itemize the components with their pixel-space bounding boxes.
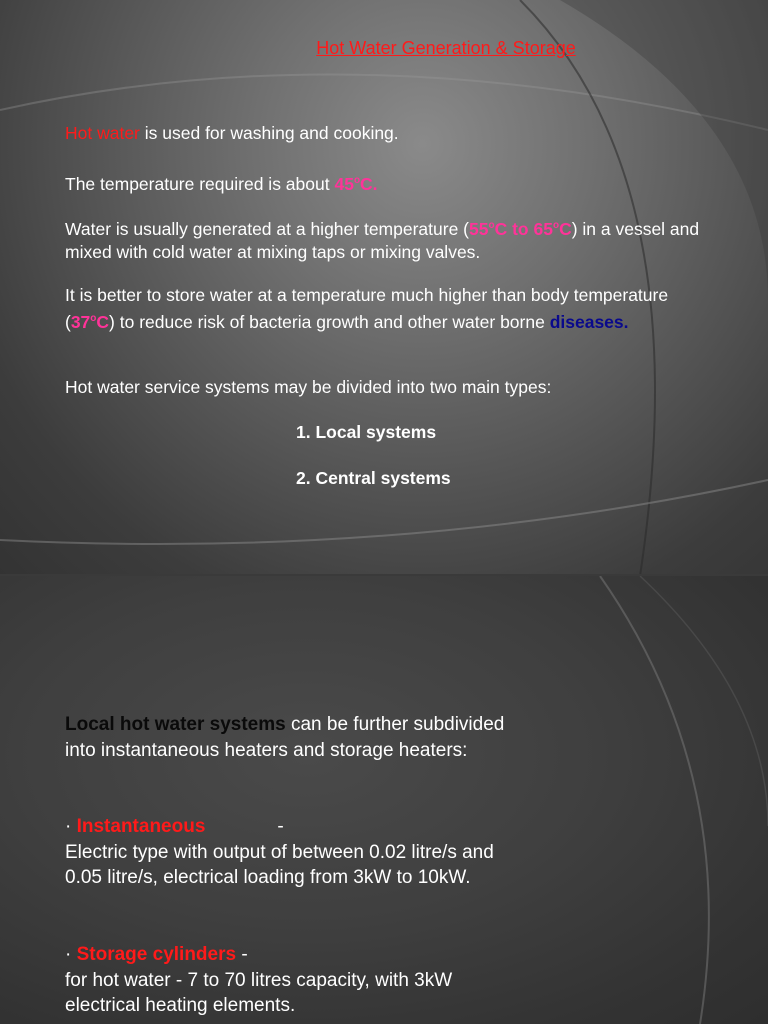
required-temperature-paragraph [65,169,715,196]
hot-water-highlight: Hot water [65,123,140,143]
storage-text-start: It is better to store water at a temperature much higher than body temperature ( [65,285,669,332]
storage-cylinders-description: for hot water - 7 to 70 litres capacity, with 3kW electrical heating elements. [65,969,453,1016]
list-item-central-systems: 2. Central systems [296,468,451,488]
required-temperature-value: 45$^o$C. [334,173,378,194]
storage-cylinders-heading: · Storage cylinders - [65,944,248,965]
storage-cylinders-item [65,942,525,1019]
slide-local-hot-water-systems [0,576,768,1024]
diseases-highlight: diseases. [549,311,629,332]
generation-temperature-paragraph [65,214,715,264]
instantaneous-label: Instantaneous [76,816,206,837]
system-types-intro: Hot water service systems may be divided into two main types: [65,377,552,397]
instantaneous-item [65,814,525,891]
storage-temperature-paragraph [65,284,715,334]
generation-text-start: Water is usually generated at a higher temperature ( [65,218,470,239]
instantaneous-description: Electric type with output of between 0.02 litre/s and 0.05 litre/s, electrical loading from 3kW to 10kW. [65,841,494,888]
generation-text-end: ) in a vessel and mixed with cold water at mixing taps or mixing valves. [65,218,700,262]
storage-text-end: ) to reduce risk of bacteria growth and other water borne [109,311,550,332]
slide-title: Hot Water Generation & Storage [316,38,576,58]
required-temperature-text: The temperature required is about [65,173,335,194]
local-systems-intro-text: can be further subdivided into instantaneous heaters and storage heaters: [65,714,505,761]
local-systems-highlight: Local hot water systems [65,714,286,735]
hot-water-use-paragraph [65,122,715,145]
local-systems-intro-paragraph [65,712,525,763]
storage-cylinders-label: Storage cylinders [76,944,237,965]
instantaneous-heading: · Instantaneous - [65,816,284,837]
hot-water-use-text: is used for washing and cooking. [139,123,399,143]
body-temperature-value: 37$^o$C [70,311,110,332]
list-item-local-systems: 1. Local systems [296,422,437,442]
generation-temperature-range: 55$^o$C to 65$^o$C [469,218,572,239]
